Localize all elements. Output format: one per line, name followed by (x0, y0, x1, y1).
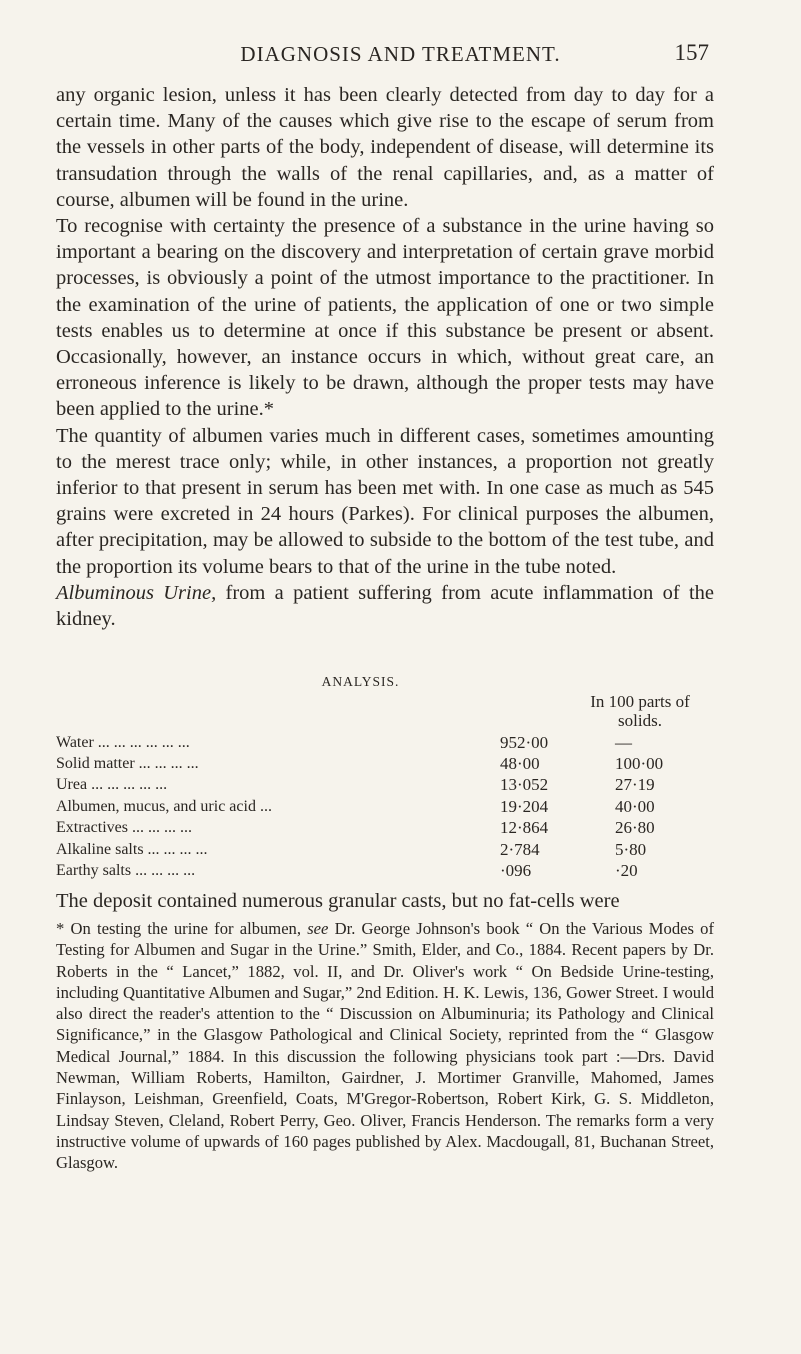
example-italic-lead: Albuminous Urine, (56, 581, 217, 604)
row-label: Solid matter ... ... ... ... (56, 755, 199, 773)
example-intro (56, 580, 714, 632)
row-value: 2·784 (500, 839, 540, 859)
table-row (56, 732, 745, 753)
table-row (56, 818, 745, 839)
footnote-part1: * On testing the urine for albumen, (56, 919, 308, 938)
row-per-solids: 26·80 (615, 818, 655, 838)
row-per-solids: 5·80 (615, 839, 647, 859)
continuation-text: The deposit contained numerous granular casts, but no fat-cells were (56, 890, 620, 912)
row-label: Earthy salts ... ... ... ... (56, 862, 196, 880)
row-per-solids: 27·19 (615, 775, 655, 795)
body-text (56, 82, 714, 632)
row-per-solids: — (615, 732, 632, 752)
analysis-title (0, 674, 801, 690)
row-value: 19·204 (500, 796, 549, 816)
row-per-solids: ·20 (615, 861, 638, 881)
footnote-see: see (307, 919, 329, 938)
analysis-table (56, 732, 745, 882)
row-per-solids: 100·00 (615, 754, 664, 774)
row-per-solids: 40·00 (615, 796, 655, 816)
row-value: ·096 (500, 861, 532, 881)
table-row (56, 839, 745, 860)
row-label: Alkaline salts ... ... ... ... (56, 840, 208, 858)
running-head: DIAGNOSIS AND TREATMENT. (240, 42, 561, 66)
table-row (56, 775, 745, 796)
paragraph: The quantity of albumen varies much in different cases, sometimes amounting to the merest trace only; while, in other instances, a proportion not greatly inferior to that present in serum has been met with. In one case as much as 545 grains were excreted in 24 hours (Parkes). For clinical purposes the albumen, after precipitation, may be allowed to subside to the bottom of the test tube, and the proportion its volume bears to that of the urine in the tube noted. (56, 424, 714, 578)
paragraph: To recognise with certainty the presence of a substance in the urine having so important a bearing on the discovery and interpretation of certain grave morbid processes, is obviously a point of the utmost importance to the practitioner. In the examination of the urine of patients, the application of one or two simple tests enables us to determine at once if this substance be present or absent. Occasionally, however, an instance occurs in which, without great care, an erroneous inference is likely to be drawn, although the proper tests may have been applied to the urine.* (56, 215, 714, 421)
footnote (56, 918, 714, 1174)
row-label: Urea ... ... ... ... ... (56, 776, 168, 794)
row-label: Water ... ... ... ... ... ... (56, 733, 190, 751)
table-row (56, 860, 745, 881)
row-label: Albumen, mucus, and uric acid ... (56, 797, 272, 815)
row-label: Extractives ... ... ... ... (56, 819, 192, 837)
row-value: 12·864 (500, 818, 549, 838)
paragraph: any organic lesion, unless it has been clearly detected from day to day for a certain time. Many of the causes which give rise to the escape of serum from the vessels in other parts of the body, independent of disease, will determine its transudation through the walls of the renal capillaries, and, as a matter of course, albumen will be found in the urine. (56, 84, 714, 211)
row-value: 48·00 (500, 754, 540, 774)
analysis-title-text: ANALYSIS. (321, 674, 400, 689)
row-value: 952·00 (500, 732, 549, 752)
table-row (56, 753, 745, 774)
row-value: 13·052 (500, 775, 549, 795)
page-number: 157 (674, 40, 709, 65)
table-row (56, 796, 745, 817)
column-head-per-solids: In 100 parts of solids. (590, 692, 690, 730)
footnote-part2: Dr. George Johnson's book “ On the Various Modes of Testing for Albumen and Sugar in the Urine.” Smith, Elder, and Co., 1884. Recent papers by Dr. Roberts in the “ Lancet,” 1882, vol. II, and Dr. Oliver's work “ On Bedside Urine-testing, including Quantitative Albumen and Sugar,” 2nd Edition. H. K. Lewis, 136, Gower Street. I would also direct the reader's attention to the “ Discussion on Albuminuria; its Pathology and Clinical Significance,” in the Glasgow Pathological and Clinical Society, reprinted from the “ Glasgow Medical Journal,” 1884. In this discussion the following physicians took part :—Drs. David Newman, William Roberts, Hamilton, Gairdner, J. Mortimer Granville, Mahomed, James Finlayson, Leishman, Greenfield, Coats, M'Gregor-Robertson, Robert Kirk, G. S. Middleton, Lindsay Steven, Cleland, Robert Perry, Geo. Oliver, Francis Henderson. The remarks form a very instructive volume of upwards of 160 pages published by Alex. Macdougall, 81, Buchanan Street, Glasgow. (56, 919, 714, 1173)
example-rest: from a patient suffering from acute inflammation of the kidney. (56, 581, 714, 631)
